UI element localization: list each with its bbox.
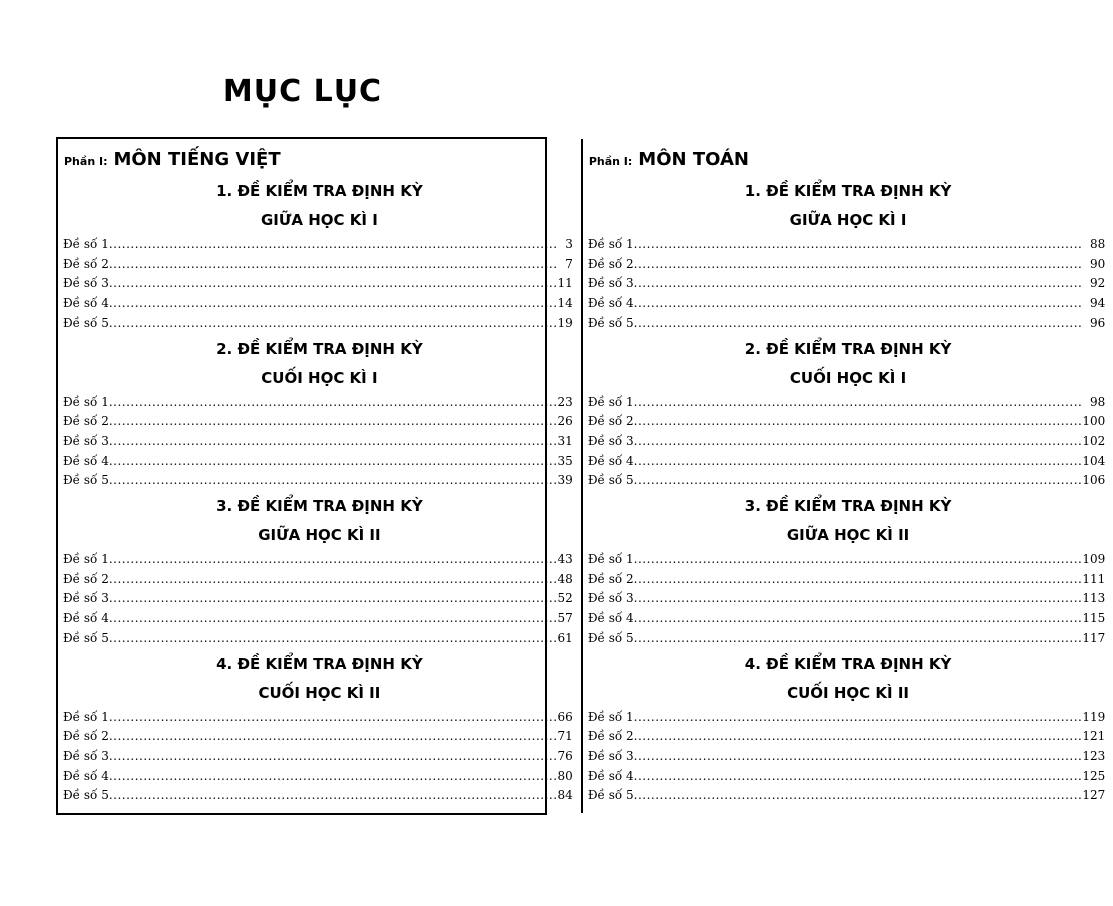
section-title-line2: CUỐI HỌC KÌ II <box>258 683 381 702</box>
toc-table <box>56 137 1106 815</box>
entry-label: Đề số 1 <box>587 394 634 409</box>
dot-leader <box>634 570 1083 590</box>
entry-label: Đề số 1 <box>63 394 109 409</box>
section-title-line2: GIỮA HỌC KÌ I <box>261 211 378 229</box>
entry-label: Đề số 2 <box>63 256 109 271</box>
dot-leader <box>634 255 1090 275</box>
toc-section <box>58 492 581 649</box>
dot-leader <box>634 708 1083 728</box>
entry-page-number: 123 <box>1082 748 1106 763</box>
part-heading <box>583 149 1113 175</box>
section-title-line2: GIỮA HỌC KÌ II <box>258 526 381 545</box>
entry-page-number: 100 <box>1082 414 1106 429</box>
entry-label: Đề số 1 <box>587 552 634 567</box>
entry-page-number: 3 <box>565 237 573 251</box>
dot-leader <box>109 452 558 472</box>
entry-page-number: 76 <box>557 748 573 763</box>
dot-leader <box>634 727 1083 747</box>
dot-leader <box>634 274 1090 294</box>
toc-entry[interactable] <box>588 550 1113 570</box>
toc-entry[interactable] <box>63 235 581 255</box>
dot-leader <box>109 550 558 570</box>
entry-list <box>583 393 1113 492</box>
subject-title: MÔN TIẾNG VIỆT <box>113 149 281 170</box>
entry-page-number: 125 <box>1082 768 1106 783</box>
entry-page-number: 14 <box>557 296 573 311</box>
dot-leader <box>109 747 558 767</box>
dot-leader <box>109 629 558 649</box>
toc-entry[interactable] <box>588 747 1113 767</box>
entry-page-number: 52 <box>557 591 573 606</box>
section-title-line1: 1. ĐỀ KIỂM TRA ĐỊNH KỲ <box>744 182 952 200</box>
entry-label: Đề số 2 <box>587 729 634 744</box>
entry-page-number: 7 <box>565 256 573 271</box>
entry-list <box>583 708 1113 807</box>
entry-label: Đề số 1 <box>63 552 109 567</box>
entry-label: Đề số 1 <box>63 709 109 724</box>
entry-label: Đề số 5 <box>587 630 634 645</box>
entry-page-number: 96 <box>1090 315 1106 330</box>
entry-list <box>583 550 1113 649</box>
dot-leader <box>109 727 558 747</box>
toc-entry[interactable] <box>63 452 581 472</box>
toc-entry[interactable] <box>63 727 581 747</box>
toc-section <box>58 335 581 492</box>
entry-page-number: 31 <box>557 433 573 448</box>
entry-label: Đề số 1 <box>63 237 109 251</box>
dot-leader <box>109 235 565 255</box>
toc-section <box>58 650 581 807</box>
entry-page-number: 109 <box>1082 552 1106 567</box>
entry-page-number: 98 <box>1090 394 1106 409</box>
entry-page-number: 88 <box>1090 237 1106 251</box>
toc-entry[interactable] <box>588 393 1113 413</box>
toc-entry[interactable] <box>588 727 1113 747</box>
entry-page-number: 119 <box>1082 709 1106 724</box>
toc-entry[interactable] <box>588 629 1113 649</box>
entry-label: Đề số 4 <box>587 768 634 783</box>
entry-page-number: 84 <box>557 788 573 803</box>
dot-leader <box>109 786 558 806</box>
toc-entry[interactable] <box>63 412 581 432</box>
toc-entry[interactable] <box>63 609 581 629</box>
toc-column-math <box>581 139 1113 813</box>
entry-page-number: 71 <box>557 729 573 744</box>
toc-entry[interactable] <box>588 452 1113 472</box>
dot-leader <box>634 393 1090 413</box>
toc-entry[interactable] <box>588 570 1113 590</box>
dot-leader <box>634 786 1083 806</box>
entry-label: Đề số 2 <box>63 414 109 429</box>
entry-label: Đề số 3 <box>587 276 634 291</box>
entry-page-number: 11 <box>557 276 573 291</box>
entry-label: Đề số 3 <box>63 748 109 763</box>
dot-leader <box>109 767 558 787</box>
entry-label: Đề số 4 <box>63 296 109 311</box>
dot-leader <box>634 294 1090 314</box>
toc-entry[interactable] <box>63 589 581 609</box>
toc-entry[interactable] <box>588 432 1113 452</box>
entry-label: Đề số 3 <box>587 748 634 763</box>
section-title-line2: GIỮA HỌC KÌ I <box>789 211 907 229</box>
entry-list <box>58 708 581 807</box>
entry-label: Đề số 2 <box>63 729 109 744</box>
entry-page-number: 106 <box>1082 473 1106 488</box>
toc-entry[interactable] <box>588 412 1113 432</box>
dot-leader <box>634 314 1090 334</box>
entry-label: Đề số 4 <box>587 453 634 468</box>
toc-entry[interactable] <box>588 294 1113 314</box>
entry-page-number: 23 <box>557 394 573 409</box>
entry-page-number: 19 <box>557 315 573 330</box>
entry-page-number: 39 <box>557 473 573 488</box>
entry-list <box>58 235 581 334</box>
dot-leader <box>109 314 558 334</box>
part-label: Phần I: <box>588 155 633 168</box>
toc-section <box>583 650 1113 807</box>
entry-page-number: 92 <box>1090 276 1106 291</box>
dot-leader <box>109 708 558 728</box>
entry-label: Đề số 5 <box>63 315 109 330</box>
entry-label: Đề số 3 <box>63 433 109 448</box>
dot-leader <box>634 432 1083 452</box>
entry-page-number: 43 <box>557 552 573 567</box>
toc-entry[interactable] <box>63 708 581 728</box>
entry-page-number: 117 <box>1082 630 1106 645</box>
toc-section <box>583 177 1113 334</box>
entry-page-number: 57 <box>557 611 573 626</box>
entry-page-number: 111 <box>1082 571 1106 586</box>
toc-entry[interactable] <box>63 432 581 452</box>
section-title-line1: 1. ĐỀ KIỂM TRA ĐỊNH KỲ <box>216 182 423 200</box>
section-title-line2: CUỐI HỌC KÌ I <box>261 368 378 387</box>
toc-entry[interactable] <box>63 274 581 294</box>
section-title-line2: CUỐI HỌC KÌ I <box>789 368 907 387</box>
entry-label: Đề số 2 <box>587 256 634 271</box>
entry-page-number: 80 <box>557 768 573 783</box>
dot-leader <box>634 471 1083 491</box>
entry-label: Đề số 4 <box>63 611 109 626</box>
toc-entry[interactable] <box>63 255 581 275</box>
entry-list <box>583 235 1113 334</box>
toc-entry[interactable] <box>63 550 581 570</box>
toc-section <box>583 335 1113 492</box>
section-title-line1: 2. ĐỀ KIỂM TRA ĐỊNH KỲ <box>744 339 952 358</box>
entry-page-number: 127 <box>1082 788 1106 803</box>
part-heading <box>58 149 581 175</box>
toc-entry[interactable] <box>588 314 1113 334</box>
dot-leader <box>634 235 1090 255</box>
toc-entry[interactable] <box>63 629 581 649</box>
dot-leader <box>634 452 1083 472</box>
toc-column-vietnamese <box>58 139 581 813</box>
entry-label: Đề số 4 <box>63 453 109 468</box>
toc-entry[interactable] <box>63 471 581 491</box>
dot-leader <box>109 294 558 314</box>
entry-label: Đề số 5 <box>63 473 109 488</box>
toc-entry[interactable] <box>63 570 581 590</box>
dot-leader <box>109 589 558 609</box>
entry-page-number: 115 <box>1082 611 1106 626</box>
entry-page-number: 94 <box>1090 296 1106 311</box>
toc-entry[interactable] <box>588 255 1113 275</box>
entry-label: Đề số 1 <box>587 709 634 724</box>
toc-entry[interactable] <box>63 747 581 767</box>
toc-entry[interactable] <box>63 393 581 413</box>
dot-leader <box>634 747 1083 767</box>
dot-leader <box>634 609 1083 629</box>
entry-label: Đề số 5 <box>587 473 634 488</box>
toc-entry[interactable] <box>63 294 581 314</box>
entry-page-number: 48 <box>557 571 573 586</box>
page-title: MỤC LỤC <box>222 74 383 109</box>
entry-label: Đề số 5 <box>63 788 109 803</box>
dot-leader <box>109 471 558 491</box>
dot-leader <box>634 767 1083 787</box>
entry-label: Đề số 5 <box>587 315 634 330</box>
entry-page-number: 121 <box>1082 729 1106 744</box>
entry-label: Đề số 5 <box>587 788 634 803</box>
part-label: Phần I: <box>64 155 108 168</box>
section-title-line1: 3. ĐỀ KIỂM TRA ĐỊNH KỲ <box>744 497 952 516</box>
section-title-line1: 3. ĐỀ KIỂM TRA ĐỊNH KỲ <box>216 497 423 516</box>
dot-leader <box>109 570 558 590</box>
entry-page-number: 104 <box>1082 453 1106 468</box>
toc-entry[interactable] <box>588 589 1113 609</box>
entry-list <box>58 550 581 649</box>
entry-list <box>58 393 581 492</box>
dot-leader <box>634 629 1083 649</box>
toc-entry[interactable] <box>63 314 581 334</box>
dot-leader <box>109 393 558 413</box>
toc-section <box>583 492 1113 649</box>
toc-entry[interactable] <box>588 274 1113 294</box>
toc-entry[interactable] <box>588 708 1113 728</box>
toc-entry[interactable] <box>63 786 581 806</box>
toc-entry[interactable] <box>63 767 581 787</box>
entry-page-number: 61 <box>557 630 573 645</box>
dot-leader <box>634 589 1083 609</box>
toc-entry[interactable] <box>588 786 1113 806</box>
entry-label: Đề số 3 <box>587 591 634 606</box>
section-title-line1: 4. ĐỀ KIỂM TRA ĐỊNH KỲ <box>216 654 423 673</box>
entry-label: Đề số 3 <box>63 276 109 291</box>
entry-label: Đề số 4 <box>63 768 109 783</box>
toc-entry[interactable] <box>588 609 1113 629</box>
entry-label: Đề số 2 <box>587 571 634 586</box>
entry-label: Đề số 4 <box>587 611 634 626</box>
section-title-line2: GIỮA HỌC KÌ II <box>786 526 910 545</box>
dot-leader <box>109 274 558 294</box>
dot-leader <box>109 609 558 629</box>
entry-label: Đề số 4 <box>587 296 634 311</box>
entry-page-number: 26 <box>557 414 573 429</box>
entry-page-number: 66 <box>557 709 573 724</box>
dot-leader <box>634 550 1083 570</box>
dot-leader <box>109 412 558 432</box>
section-title-line1: 4. ĐỀ KIỂM TRA ĐỊNH KỲ <box>744 654 952 673</box>
entry-label: Đề số 1 <box>587 237 634 251</box>
toc-entry[interactable] <box>588 767 1113 787</box>
section-title-line1: 2. ĐỀ KIỂM TRA ĐỊNH KỲ <box>216 339 423 358</box>
entry-label: Đề số 2 <box>63 571 109 586</box>
subject-title: MÔN TOÁN <box>638 149 749 170</box>
entry-label: Đề số 3 <box>587 433 634 448</box>
toc-entry[interactable] <box>588 235 1113 255</box>
entry-label: Đề số 3 <box>63 591 109 606</box>
entry-label: Đề số 2 <box>587 414 634 429</box>
dot-leader <box>109 432 558 452</box>
entry-label: Đề số 5 <box>63 630 109 645</box>
toc-section <box>58 177 581 334</box>
section-title-line2: CUỐI HỌC KÌ II <box>787 683 909 702</box>
toc-entry[interactable] <box>588 471 1113 491</box>
entry-page-number: 90 <box>1090 256 1106 271</box>
dot-leader <box>634 412 1083 432</box>
entry-page-number: 102 <box>1082 433 1106 448</box>
dot-leader <box>109 255 565 275</box>
entry-page-number: 35 <box>557 453 573 468</box>
entry-page-number: 113 <box>1082 591 1106 606</box>
